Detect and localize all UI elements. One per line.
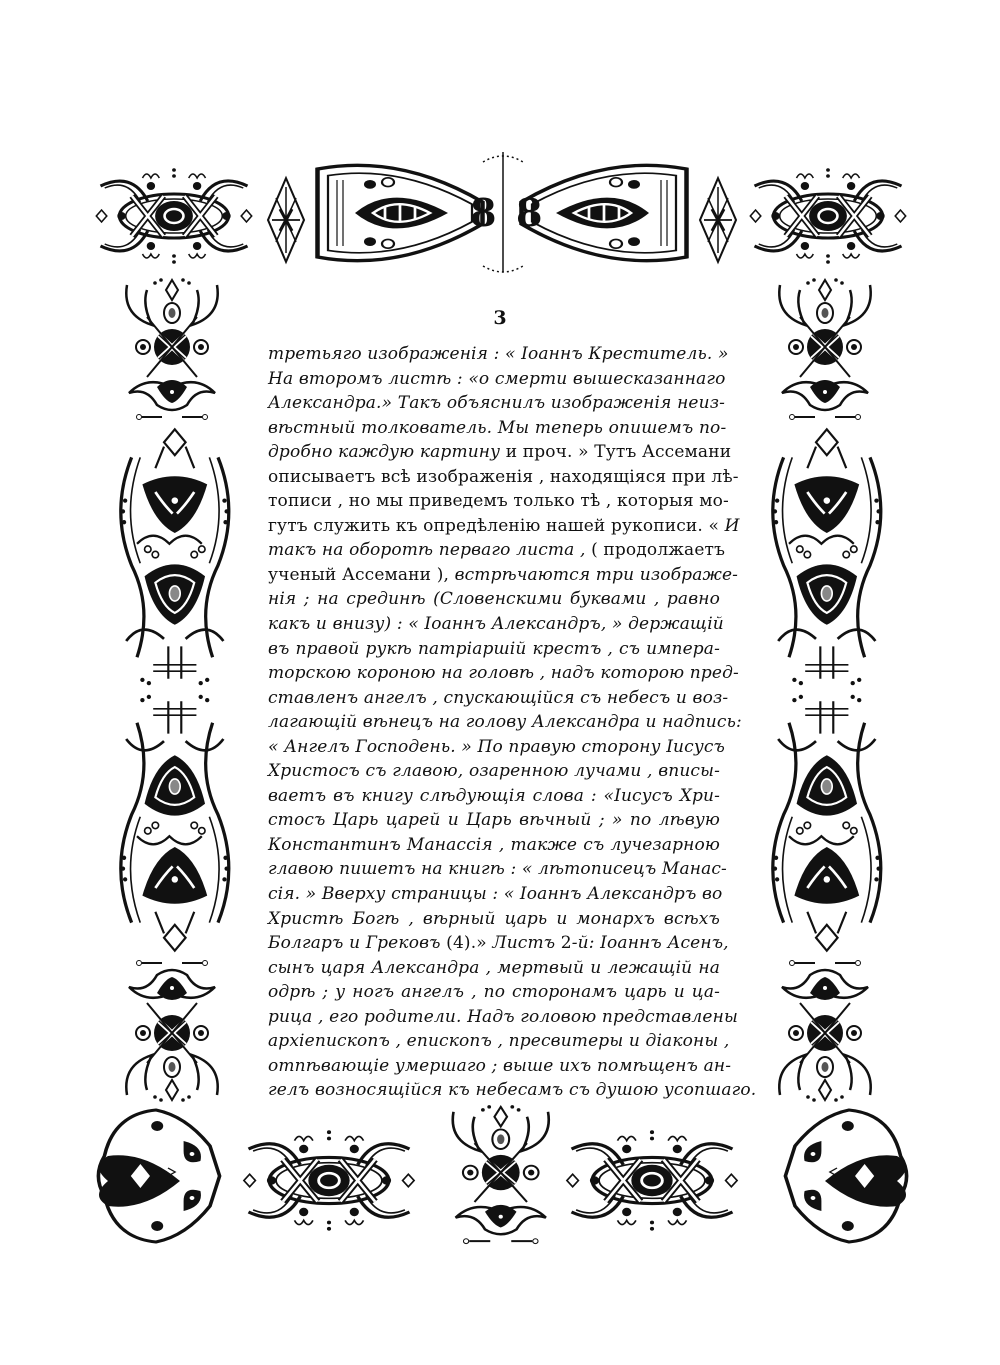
- text-line: [268, 587, 720, 612]
- knotwork-medallion-icon: [567, 1130, 737, 1230]
- lattice-knot-icon: [268, 178, 304, 262]
- text-line: [268, 735, 725, 760]
- text-line: [268, 857, 727, 882]
- text-line: [268, 514, 740, 539]
- text-run: какъ и внизу) : « Іоаннъ Александръ, » держащій: [268, 614, 724, 635]
- text-run: тописи , но мы приведемъ только тѣ , которыя мо-: [268, 491, 729, 512]
- text-run: гелъ возносящійся къ небесамъ съ душою усопшаго.: [268, 1080, 757, 1101]
- palmette-panel-icon: [121, 429, 229, 685]
- text-line: [268, 1078, 757, 1103]
- text-line: [268, 367, 726, 392]
- palmette-panel-icon: [121, 695, 229, 951]
- text-run: стосъ Царь царей и Царь вѣчный ; » по лѣвую: [268, 810, 720, 831]
- text-run: ( продолжаетъ: [591, 540, 726, 561]
- body-text: [268, 342, 757, 1103]
- knotwork-medallion-icon: [244, 1130, 414, 1230]
- text-line: [268, 661, 739, 686]
- text-line: [268, 956, 720, 981]
- text-run: рица , его родители. Надъ головою представлены: [268, 1006, 738, 1027]
- text-line: [268, 784, 720, 809]
- text-run: главою пишетъ на книгѣ : « лѣтописецъ Манас-: [268, 859, 727, 880]
- text-line: [268, 416, 727, 441]
- text-run: Александра.» Такъ объяснилъ изображенія неиз-: [268, 393, 726, 414]
- text-run: Константинъ Манассія , также съ лучезарною: [268, 834, 720, 855]
- text-run: Листъ: [486, 933, 561, 954]
- vertical-knot-fleuron-icon: [779, 278, 870, 419]
- text-line: [268, 931, 729, 956]
- heart-panel-right-icon: [522, 165, 687, 260]
- text-run: сія. » Вверху страницы : « Іоаннъ Александръ во: [268, 884, 723, 905]
- text-run: архіепископъ , епископъ , пресвитеры и діаконы ,: [268, 1031, 730, 1052]
- text-run: (4).»: [446, 933, 487, 954]
- text-line: [268, 833, 720, 858]
- text-line: [268, 1005, 738, 1030]
- text-run: нія ; на срединѣ (Словенскими буквами , равно: [268, 589, 720, 610]
- text-line: [268, 686, 729, 711]
- text-line: [268, 759, 720, 784]
- text-run: одрѣ ; у ногъ ангелъ , по сторонамъ царь и ца-: [268, 982, 720, 1003]
- text-line: [268, 440, 732, 465]
- text-run: дробно каждую картину: [268, 442, 501, 463]
- knotwork-medallion-icon: [750, 168, 905, 264]
- border-top: [88, 148, 918, 278]
- text-run: Христѣ Богѣ , вѣрный царь и монархъ всѣхъ: [268, 908, 720, 929]
- text-run: описываетъ всѣ изображенія , находящіяся при лѣ-: [268, 466, 739, 487]
- text-line: [268, 563, 739, 588]
- border-left: [92, 275, 257, 1105]
- text-run: вѣстный толкователь. Мы теперь опишемъ по-: [268, 417, 727, 438]
- text-run: ваетъ въ книгу слѣдующія слова : «Іисусъ Хри-: [268, 785, 720, 806]
- bottom-ornament-band: [85, 1100, 920, 1250]
- page-number: 3: [493, 307, 507, 329]
- text-run: такъ на оборотѣ перваго листа ,: [268, 540, 592, 561]
- text-run: третьяго изображенія : « Іоаннъ Креститель. »: [268, 344, 729, 364]
- text-line: [268, 907, 720, 932]
- left-ornament-column: [92, 275, 257, 1105]
- svg-text:8: 8: [470, 190, 497, 235]
- text-line: [268, 808, 720, 833]
- text-run: -й: Іоаннъ Асенъ,: [571, 933, 729, 954]
- text-line: [268, 637, 720, 662]
- text-run: гутъ служить къ опредѣленію нашей рукописи. «: [268, 515, 720, 536]
- right-ornament-column: [740, 275, 905, 1105]
- text-line: [268, 465, 739, 490]
- text-run: « Ангелъ Господень. » По правую сторону Іисусъ: [268, 736, 725, 757]
- svg-text:8: 8: [516, 190, 543, 235]
- text-run: 2: [560, 933, 572, 954]
- text-run: отпѣвающіе умершаго ; выше ихъ помѣщенъ ан-: [268, 1055, 732, 1076]
- vertical-knot-fleuron-icon: [126, 961, 217, 1102]
- border-bottom: [85, 1100, 920, 1250]
- vertical-knot-fleuron-icon: [126, 278, 217, 419]
- text-run: И: [719, 515, 740, 536]
- border-right: [740, 275, 905, 1105]
- text-run: лагающій вѣнецъ на голову Александра и надпись:: [268, 712, 742, 733]
- text-line: [268, 391, 726, 416]
- vertical-knot-fleuron-icon: [779, 961, 870, 1102]
- vertical-knot-fleuron-icon: [453, 1105, 549, 1243]
- text-run: сынъ царя Александра , мертвый и лежащій на: [268, 957, 720, 978]
- text-line: [268, 538, 726, 563]
- text-line: [268, 710, 742, 735]
- knotwork-medallion-icon: [96, 168, 251, 264]
- palmette-panel-icon: [773, 429, 881, 685]
- text-line: [268, 1054, 732, 1079]
- text-line: [268, 612, 724, 637]
- text-line: [268, 882, 723, 907]
- text-run: ученый Ассемани ),: [268, 564, 455, 585]
- heart-cartouche-icon: [98, 1110, 219, 1242]
- text-run: въ правой рукѣ патріаршій крестъ , съ импера-: [268, 638, 720, 659]
- text-run: и проч. » Тутъ Ассемани: [500, 442, 732, 463]
- text-run: Христосъ съ главою, озаренною лучами , вписы-: [268, 761, 720, 782]
- text-run: торскою короною на головѣ , надъ которою пред-: [268, 663, 739, 684]
- text-line: [268, 1029, 730, 1054]
- text-run: встрѣчаются три изображе-: [454, 564, 739, 585]
- lattice-knot-icon: [700, 178, 736, 262]
- text-line: [268, 342, 729, 367]
- text-run: ставленъ ангелъ , спускающійся съ небесъ и воз-: [268, 687, 729, 708]
- top-ornament-band: [88, 148, 918, 278]
- text-run: На второмъ листѣ : «о смерти вышесказаннаго: [268, 368, 726, 389]
- heart-cartouche-icon: [785, 1110, 906, 1242]
- heart-panel-left-icon: [318, 165, 483, 260]
- text-run: Болгаръ и Грековъ: [268, 933, 447, 954]
- text-line: [268, 489, 729, 514]
- palmette-panel-icon: [773, 695, 881, 951]
- text-line: [268, 980, 720, 1005]
